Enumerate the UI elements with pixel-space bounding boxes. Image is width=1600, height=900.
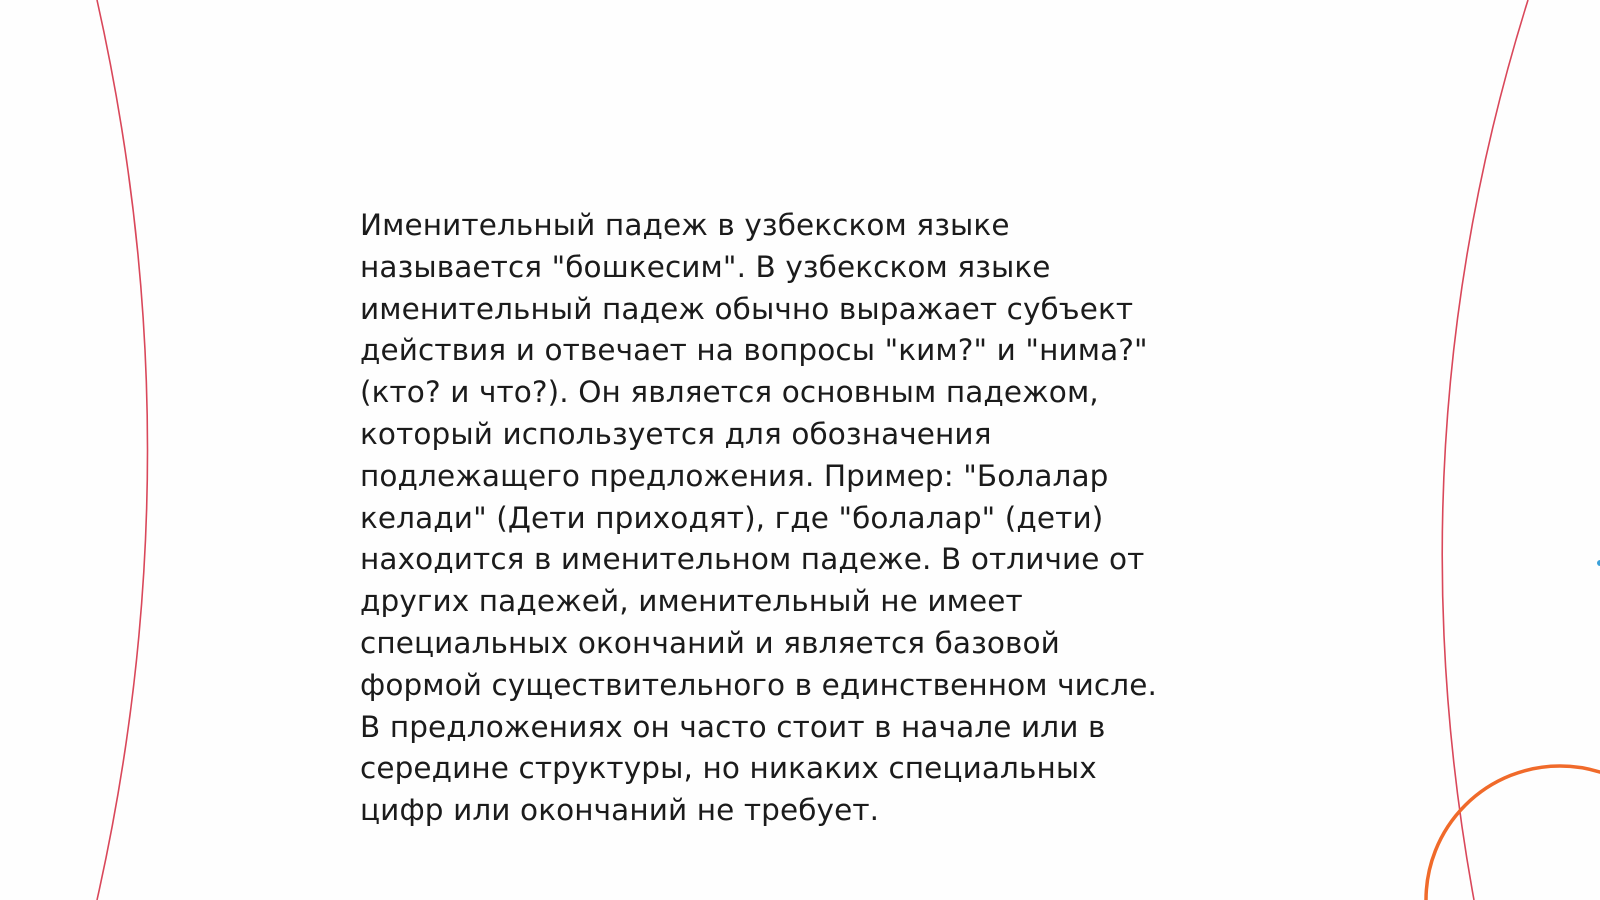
text-line: действия и отвечает на вопросы "ким?" и "нима?" [360,333,1148,368]
text-line: середине структуры, но никаких специальных [360,751,1097,786]
text-line: подлежащего предложения. Пример: "Болалар [360,458,1109,493]
text-line: который используется для обозначения [360,416,992,451]
text-line: именительный падеж обычно выражает субъект [360,291,1134,326]
text-line: специальных окончаний и является базовой [360,625,1060,660]
text-line: формой существительного в единственном числе. [360,667,1157,702]
text-line: (кто? и что?). Он является основным падежом, [360,375,1099,410]
right-curve-line [1442,0,1528,900]
text-line: келади" (Дети приходят), где "болалар" (дети) [360,500,1104,535]
text-line: находится в именительном падеже. В отличие от [360,542,1145,577]
text-line: В предложениях он часто стоит в начале или в [360,709,1106,744]
text-line: называется "бошкесим". В узбекском языке [360,249,1051,284]
text-line: цифр или окончаний не требует. [360,793,880,828]
slide-body-text [360,205,1240,832]
corner-arc [1426,766,1600,900]
text-line: других падежей, именительный не имеет [360,584,1023,619]
left-curve-line [97,0,148,900]
text-line: Именительный падеж в узбекском языке [360,208,1010,242]
